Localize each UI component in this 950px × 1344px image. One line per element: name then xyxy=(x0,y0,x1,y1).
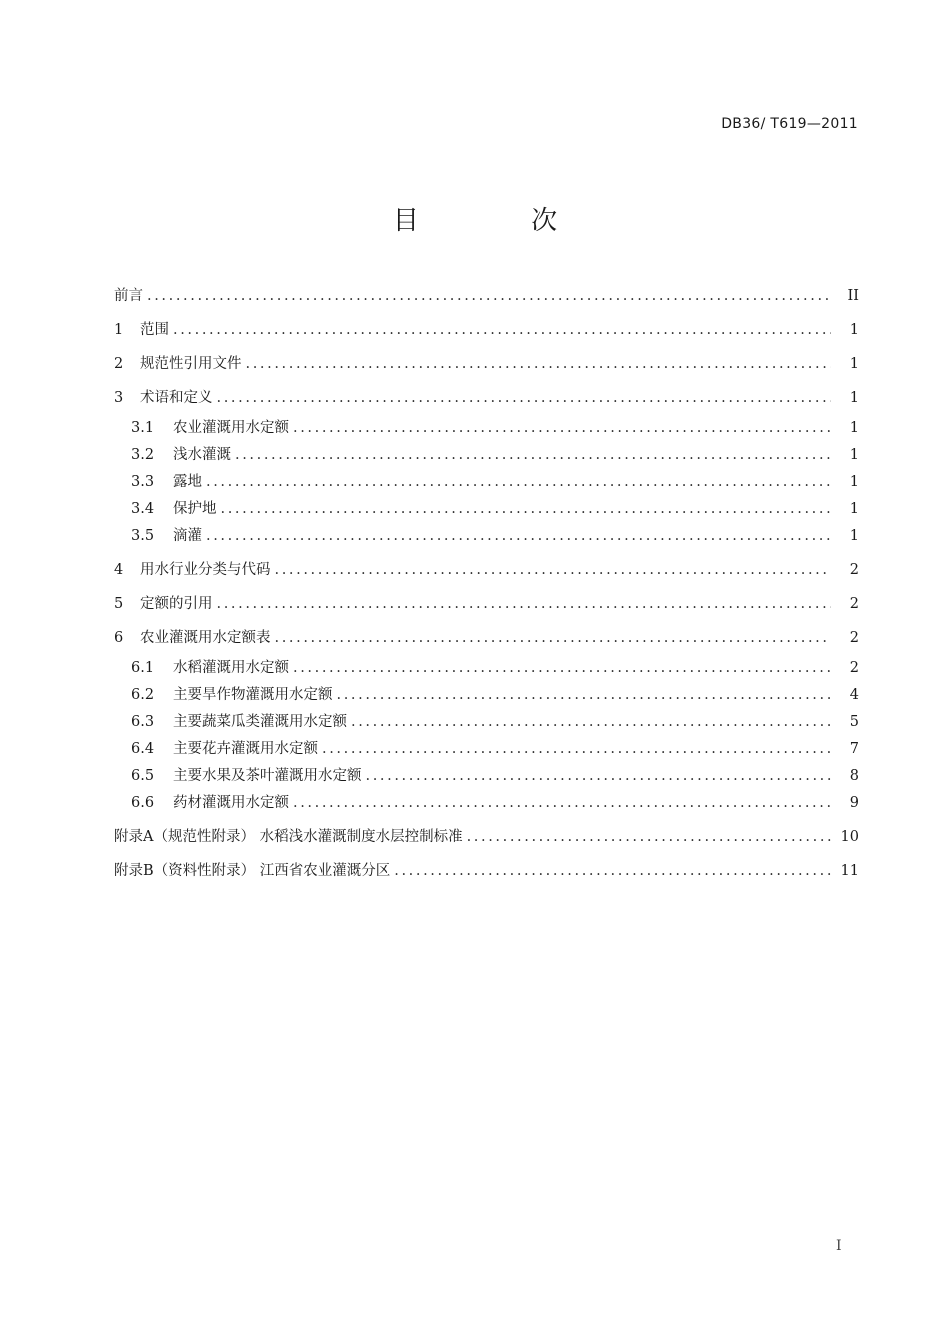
toc-entry-page: 2 xyxy=(849,596,859,612)
dot-leader xyxy=(246,356,832,372)
toc-entry-label: 药材灌溉用水定额 xyxy=(173,795,289,811)
dot-leader xyxy=(275,562,832,578)
toc-entry-page: 1 xyxy=(849,420,859,436)
toc-entry-label: 农业灌溉用水定额表 xyxy=(140,630,271,646)
toc-entry-page: 11 xyxy=(840,863,859,879)
toc-entry-page: 1 xyxy=(849,501,859,517)
dot-leader xyxy=(293,660,831,676)
page-title: 目 次 xyxy=(392,206,610,236)
dot-leader xyxy=(206,474,831,490)
toc-entry[interactable] xyxy=(114,524,859,545)
toc-entry[interactable] xyxy=(114,318,859,339)
toc-entry-number: 6.6 xyxy=(131,795,155,811)
document-code: DB36/ T619—2011 xyxy=(721,116,858,132)
toc-entry-label: 附录A（规范性附录） 水稻浅水灌溉制度水层控制标准 xyxy=(114,829,463,845)
toc-entry-page: 2 xyxy=(849,630,859,646)
toc-entry-page: 7 xyxy=(849,741,859,757)
dot-leader xyxy=(293,420,831,436)
toc-entry-number: 3.1 xyxy=(131,420,155,436)
dot-leader xyxy=(217,596,832,612)
toc-entry[interactable] xyxy=(114,352,859,373)
toc-entry-label: 滴灌 xyxy=(173,528,202,544)
toc-entry-page: 1 xyxy=(849,474,859,490)
toc-entry-label: 主要花卉灌溉用水定额 xyxy=(173,741,318,757)
toc-entry[interactable] xyxy=(114,710,859,731)
toc-entry[interactable] xyxy=(114,737,859,758)
toc-entry[interactable] xyxy=(114,592,859,613)
toc-entry-number: 6.2 xyxy=(131,687,155,703)
dot-leader xyxy=(221,501,832,517)
toc-entry[interactable] xyxy=(114,825,859,846)
toc-entry-number: 4 xyxy=(114,562,124,578)
toc-entry[interactable] xyxy=(114,284,859,305)
toc-entry-number: 6.3 xyxy=(131,714,155,730)
toc-entry-page: 1 xyxy=(849,447,859,463)
toc-entry-page: 10 xyxy=(840,829,859,845)
toc-entry-number: 3.5 xyxy=(131,528,155,544)
dot-leader xyxy=(173,322,831,338)
toc-entry[interactable] xyxy=(114,859,859,880)
toc-entry-page: 8 xyxy=(849,768,859,784)
toc-entry-label: 附录B（资料性附录） 江西省农业灌溉分区 xyxy=(114,863,391,879)
toc-entry-page: 1 xyxy=(849,322,859,338)
toc-entry-label: 露地 xyxy=(173,474,202,490)
toc-entry-label: 主要旱作物灌溉用水定额 xyxy=(173,687,333,703)
toc-entry-label: 术语和定义 xyxy=(140,390,213,406)
dot-leader xyxy=(366,768,832,784)
toc-entry-number: 3.4 xyxy=(131,501,155,517)
toc-entry-page: 9 xyxy=(849,795,859,811)
toc-entry-number: 6.4 xyxy=(131,741,155,757)
toc-entry[interactable] xyxy=(114,626,859,647)
toc-entry-page: II xyxy=(847,288,859,304)
toc-entry-number: 3.2 xyxy=(131,447,155,463)
toc-entry-label: 农业灌溉用水定额 xyxy=(173,420,289,436)
toc-entry-number: 6 xyxy=(114,630,124,646)
page-number: I xyxy=(836,1238,842,1254)
toc-entry-page: 1 xyxy=(849,390,859,406)
toc-entry-number: 3 xyxy=(114,390,124,406)
toc-entry-page: 4 xyxy=(849,687,859,703)
toc-entry-label: 浅水灌溉 xyxy=(173,447,231,463)
dot-leader xyxy=(206,528,831,544)
toc-entry[interactable] xyxy=(114,558,859,579)
toc-entry-label: 定额的引用 xyxy=(140,596,213,612)
toc-entry-page: 2 xyxy=(849,562,859,578)
dot-leader xyxy=(351,714,831,730)
dot-leader xyxy=(293,795,831,811)
toc-entry[interactable] xyxy=(114,470,859,491)
toc-entry-label: 前言 xyxy=(114,288,143,304)
toc-entry-label: 保护地 xyxy=(173,501,217,517)
table-of-contents xyxy=(114,284,859,880)
toc-entry[interactable] xyxy=(114,683,859,704)
dot-leader xyxy=(235,447,831,463)
toc-entry-label: 用水行业分类与代码 xyxy=(140,562,271,578)
toc-entry-number: 6.5 xyxy=(131,768,155,784)
toc-entry[interactable] xyxy=(114,791,859,812)
toc-entry-label: 主要水果及茶叶灌溉用水定额 xyxy=(173,768,362,784)
dot-leader xyxy=(275,630,832,646)
toc-entry-label: 主要蔬菜瓜类灌溉用水定额 xyxy=(173,714,347,730)
dot-leader xyxy=(467,829,831,845)
dot-leader xyxy=(147,288,831,304)
dot-leader xyxy=(337,687,832,703)
toc-entry-page: 1 xyxy=(849,528,859,544)
toc-entry-number: 5 xyxy=(114,596,124,612)
toc-entry-label: 范围 xyxy=(140,322,169,338)
toc-entry-number: 6.1 xyxy=(131,660,155,676)
toc-entry[interactable] xyxy=(114,386,859,407)
toc-entry-number: 3.3 xyxy=(131,474,155,490)
toc-entry[interactable] xyxy=(114,416,859,437)
toc-entry[interactable] xyxy=(114,443,859,464)
toc-entry[interactable] xyxy=(114,764,859,785)
dot-leader xyxy=(217,390,832,406)
toc-entry-number: 1 xyxy=(114,322,124,338)
toc-entry[interactable] xyxy=(114,497,859,518)
toc-entry-label: 水稻灌溉用水定额 xyxy=(173,660,289,676)
toc-entry-page: 5 xyxy=(849,714,859,730)
dot-leader xyxy=(322,741,831,757)
toc-entry-number: 2 xyxy=(114,356,124,372)
toc-entry-label: 规范性引用文件 xyxy=(140,356,242,372)
toc-entry[interactable] xyxy=(114,656,859,677)
toc-entry-page: 1 xyxy=(849,356,859,372)
dot-leader xyxy=(394,863,831,879)
toc-entry-page: 2 xyxy=(849,660,859,676)
